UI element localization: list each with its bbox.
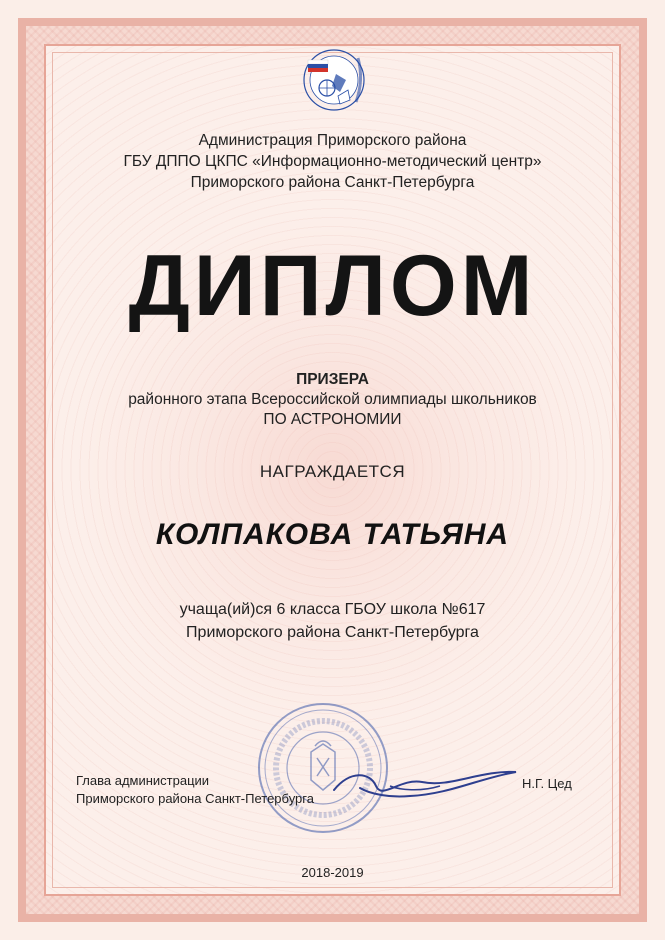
olympiad-emblem-logo	[300, 46, 368, 118]
issuer-line-3: Приморского района Санкт-Петербурга	[190, 174, 475, 191]
student-class-school: учаща(ий)ся 6 класса ГБОУ школа №617	[179, 601, 486, 618]
prize-level: ПРИЗЕРА	[296, 371, 369, 388]
diploma-title: ДИПЛОМ	[128, 238, 537, 334]
prize-description	[60, 370, 605, 430]
signer-title	[76, 772, 314, 808]
issuer-line-1: Администрация Приморского района	[198, 132, 467, 149]
handwritten-signature	[330, 760, 520, 810]
issuer-header	[60, 130, 605, 193]
student-district: Приморского района Санкт-Петербурга	[186, 624, 479, 641]
student-details	[60, 598, 605, 644]
signer-title-line-2: Приморского района Санкт-Петербурга	[76, 791, 314, 806]
seal-crossed-keys-icon	[317, 758, 329, 776]
flag-blue-stripe	[308, 64, 328, 68]
prize-event: районного этапа Всероссийской олимпиады школьников	[128, 391, 537, 408]
flag-white-stripe	[308, 60, 328, 64]
prize-subject: ПО АСТРОНОМИИ	[263, 411, 402, 428]
issuer-line-2: ГБУ ДППО ЦКПС «Информационно-методический центр»	[123, 153, 542, 170]
flag-red-stripe	[308, 68, 328, 72]
signer-name: Н.Г. Цед	[522, 776, 572, 791]
recipient-name: КОЛПАКОВА ТАТЬЯНА	[155, 518, 510, 551]
awarded-label: НАГРАЖДАЕТСЯ	[259, 462, 406, 481]
academic-year: 2018-2019	[301, 865, 364, 880]
signature-stroke	[334, 772, 516, 797]
signer-title-line-1: Глава администрации	[76, 773, 210, 788]
